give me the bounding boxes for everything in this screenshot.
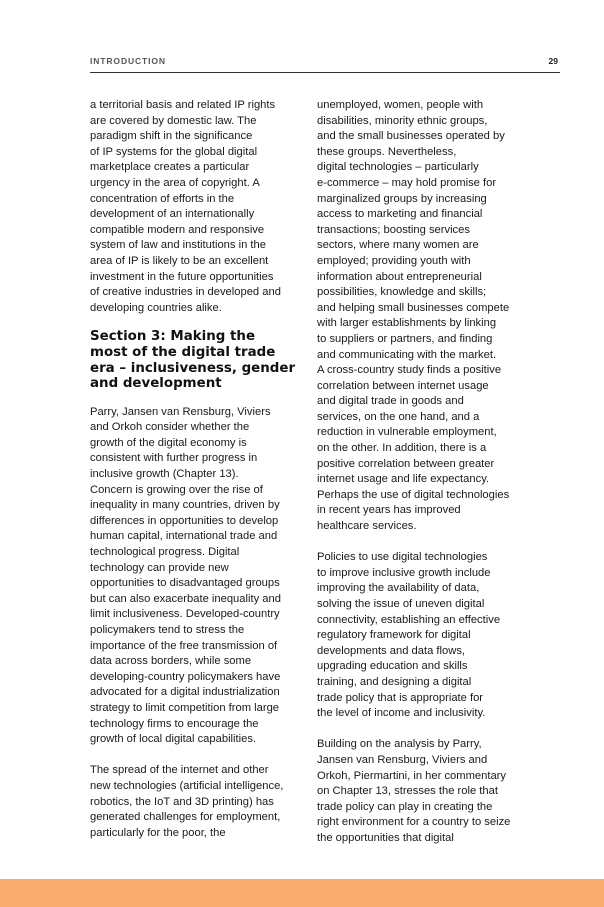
text-line: and Orkoh consider whether the — [90, 421, 250, 434]
text-line: information about entrepreneurial — [317, 270, 482, 283]
text-line: improving the availability of data, — [317, 582, 480, 595]
section-heading — [90, 329, 302, 391]
text-line: robotics, the IoT and 3D printing) has — [90, 795, 274, 808]
text-line: internet usage and life expectancy. — [317, 473, 490, 486]
text-line: are covered by domestic law. The — [90, 114, 257, 127]
text-line: healthcare services. — [317, 520, 417, 533]
text-line: technology can provide new — [90, 561, 229, 574]
text-line: regulatory framework for digital — [317, 629, 471, 642]
text-line: generated challenges for employment, — [90, 811, 281, 824]
text-line: e-commerce – may hold promise for — [317, 176, 497, 189]
text-line: inclusive growth (Chapter 13). — [90, 468, 239, 481]
text-line: of creative industries in developed and — [90, 286, 281, 299]
text-line: developing countries alike. — [90, 301, 222, 314]
text-line: consistent with further progress in — [90, 452, 258, 465]
text-line: The spread of the internet and other — [90, 764, 269, 777]
text-line: Policies to use digital technologies — [317, 551, 488, 564]
text-line: technology firms to encourage the — [90, 717, 259, 730]
text-line: advocated for a digital industrialization — [90, 686, 280, 699]
text-line: services, on the one hand, and a — [317, 410, 480, 423]
text-line: reduction in vulnerable employment, — [317, 426, 497, 439]
text-line: Parry, Jansen van Rensburg, Viviers — [90, 405, 271, 418]
paragraph — [317, 98, 529, 535]
text-line: marketplace creates a particular — [90, 161, 250, 174]
text-line: limit inclusiveness. Developed-country — [90, 608, 280, 621]
text-line: Jansen van Rensburg, Viviers and — [317, 753, 488, 766]
heading-line: Section 3: Making the — [90, 329, 256, 345]
text-line: policymakers tend to stress the — [90, 624, 245, 636]
text-line: solving the issue of uneven digital — [317, 598, 485, 610]
text-line: particularly for the poor, the — [90, 826, 226, 839]
heading-line: most of the digital trade — [90, 344, 276, 360]
text-line: developments and data flows, — [317, 644, 466, 657]
paragraph-spacer — [317, 722, 529, 738]
paragraph — [317, 550, 529, 722]
paragraph — [317, 737, 529, 846]
paragraph — [90, 405, 302, 748]
text-line: growth of local digital capabilities. — [90, 733, 257, 746]
left-column — [90, 98, 302, 841]
text-line: technological progress. Digital — [90, 546, 240, 559]
text-line: but can also exacerbate inequality and — [90, 592, 281, 605]
text-line: upgrading education and skills — [317, 660, 468, 673]
text-line: investment in the future opportunities — [90, 270, 274, 283]
text-line: and the small businesses operated by — [317, 130, 505, 143]
paragraph-spacer — [317, 535, 529, 551]
right-column — [317, 98, 529, 847]
text-line: paradigm shift in the significance — [90, 130, 253, 143]
text-line: on Chapter 13, stresses the role that — [317, 785, 498, 798]
text-line: data across borders, while some — [90, 655, 252, 668]
text-line: growth of the digital economy is — [90, 436, 247, 449]
footer-color-band — [0, 879, 604, 907]
text-line: transactions; boosting services — [317, 223, 470, 236]
text-line: with larger establishments by linking — [317, 317, 497, 330]
text-line: human capital, international trade and — [90, 530, 278, 543]
text-line: access to marketing and financial — [317, 208, 483, 221]
text-line: opportunities to disadvantaged groups — [90, 577, 280, 590]
text-line: positive correlation between greater — [317, 457, 495, 470]
text-line: importance of the free transmission of — [90, 639, 278, 652]
text-line: digital technologies – particularly — [317, 161, 479, 174]
text-line: Concern is growing over the rise of — [90, 483, 263, 496]
text-line: the level of income and inclusivity. — [317, 707, 486, 720]
text-line: to suppliers or partners, and finding — [317, 332, 493, 345]
text-line: Building on the analysis by Parry, — [317, 738, 482, 751]
text-line: inequality in many countries, driven by — [90, 499, 280, 512]
text-line: and communicating with the market. — [317, 348, 497, 361]
text-line: and helping small businesses compete — [317, 301, 510, 314]
text-line: these groups. Nevertheless, — [317, 145, 457, 158]
text-line: connectivity, establishing an effective — [317, 613, 501, 626]
text-line: concentration of efforts in the — [90, 192, 235, 205]
paragraph — [90, 98, 302, 316]
text-line: in recent years has improved — [317, 504, 461, 517]
text-line: correlation between internet usage — [317, 379, 489, 392]
text-line: the opportunities that digital — [317, 831, 454, 844]
text-line: development of an internationally — [90, 208, 255, 221]
text-line: urgency in the area of copyright. A — [90, 176, 260, 189]
text-line: employed; providing youth with — [317, 254, 471, 267]
text-line: new technologies (artificial intelligence, — [90, 779, 284, 792]
text-line: on the other. In addition, there is a — [317, 442, 487, 455]
text-line: to improve inclusive growth include — [317, 566, 491, 579]
text-line: of IP systems for the global digital — [90, 145, 258, 158]
paragraph-spacer — [90, 748, 302, 764]
text-line: trade policy that is appropriate for — [317, 691, 484, 704]
text-line: developing-country policymakers have — [90, 670, 281, 683]
text-line: marginalized groups by increasing — [317, 192, 487, 205]
text-line: area of IP is likely to be an excellent — [90, 254, 269, 267]
text-line: Perhaps the use of digital technologies — [317, 488, 510, 501]
text-line: a territorial basis and related IP rights — [90, 99, 276, 111]
running-header — [90, 56, 560, 73]
text-line: disabilities, minority ethnic groups, — [317, 114, 488, 127]
text-line: and digital trade in goods and — [317, 395, 464, 408]
text-line: trade policy can play in creating the — [317, 800, 493, 813]
text-line: A cross-country study finds a positive — [317, 364, 502, 377]
text-line: training, and designing a digital — [317, 675, 472, 688]
text-line: differences in opportunities to develop — [90, 514, 279, 527]
text-line: sectors, where many women are — [317, 239, 479, 252]
text-line: unemployed, women, people with — [317, 99, 484, 111]
text-line: compatible modern and responsive — [90, 223, 265, 236]
heading-line: era – inclusiveness, gender — [90, 360, 296, 376]
text-line: system of law and institutions in the — [90, 239, 266, 252]
page-number: 29 — [548, 56, 558, 66]
text-line: possibilities, knowledge and skills; — [317, 286, 487, 299]
text-line: right environment for a country to seize — [317, 816, 511, 829]
paragraph — [90, 763, 302, 841]
section-label: INTRODUCTION — [90, 56, 166, 66]
text-line: Orkoh, Piermartini, in her commentary — [317, 769, 507, 782]
text-line: strategy to limit competition from large — [90, 701, 280, 714]
heading-line: and development — [90, 376, 222, 392]
